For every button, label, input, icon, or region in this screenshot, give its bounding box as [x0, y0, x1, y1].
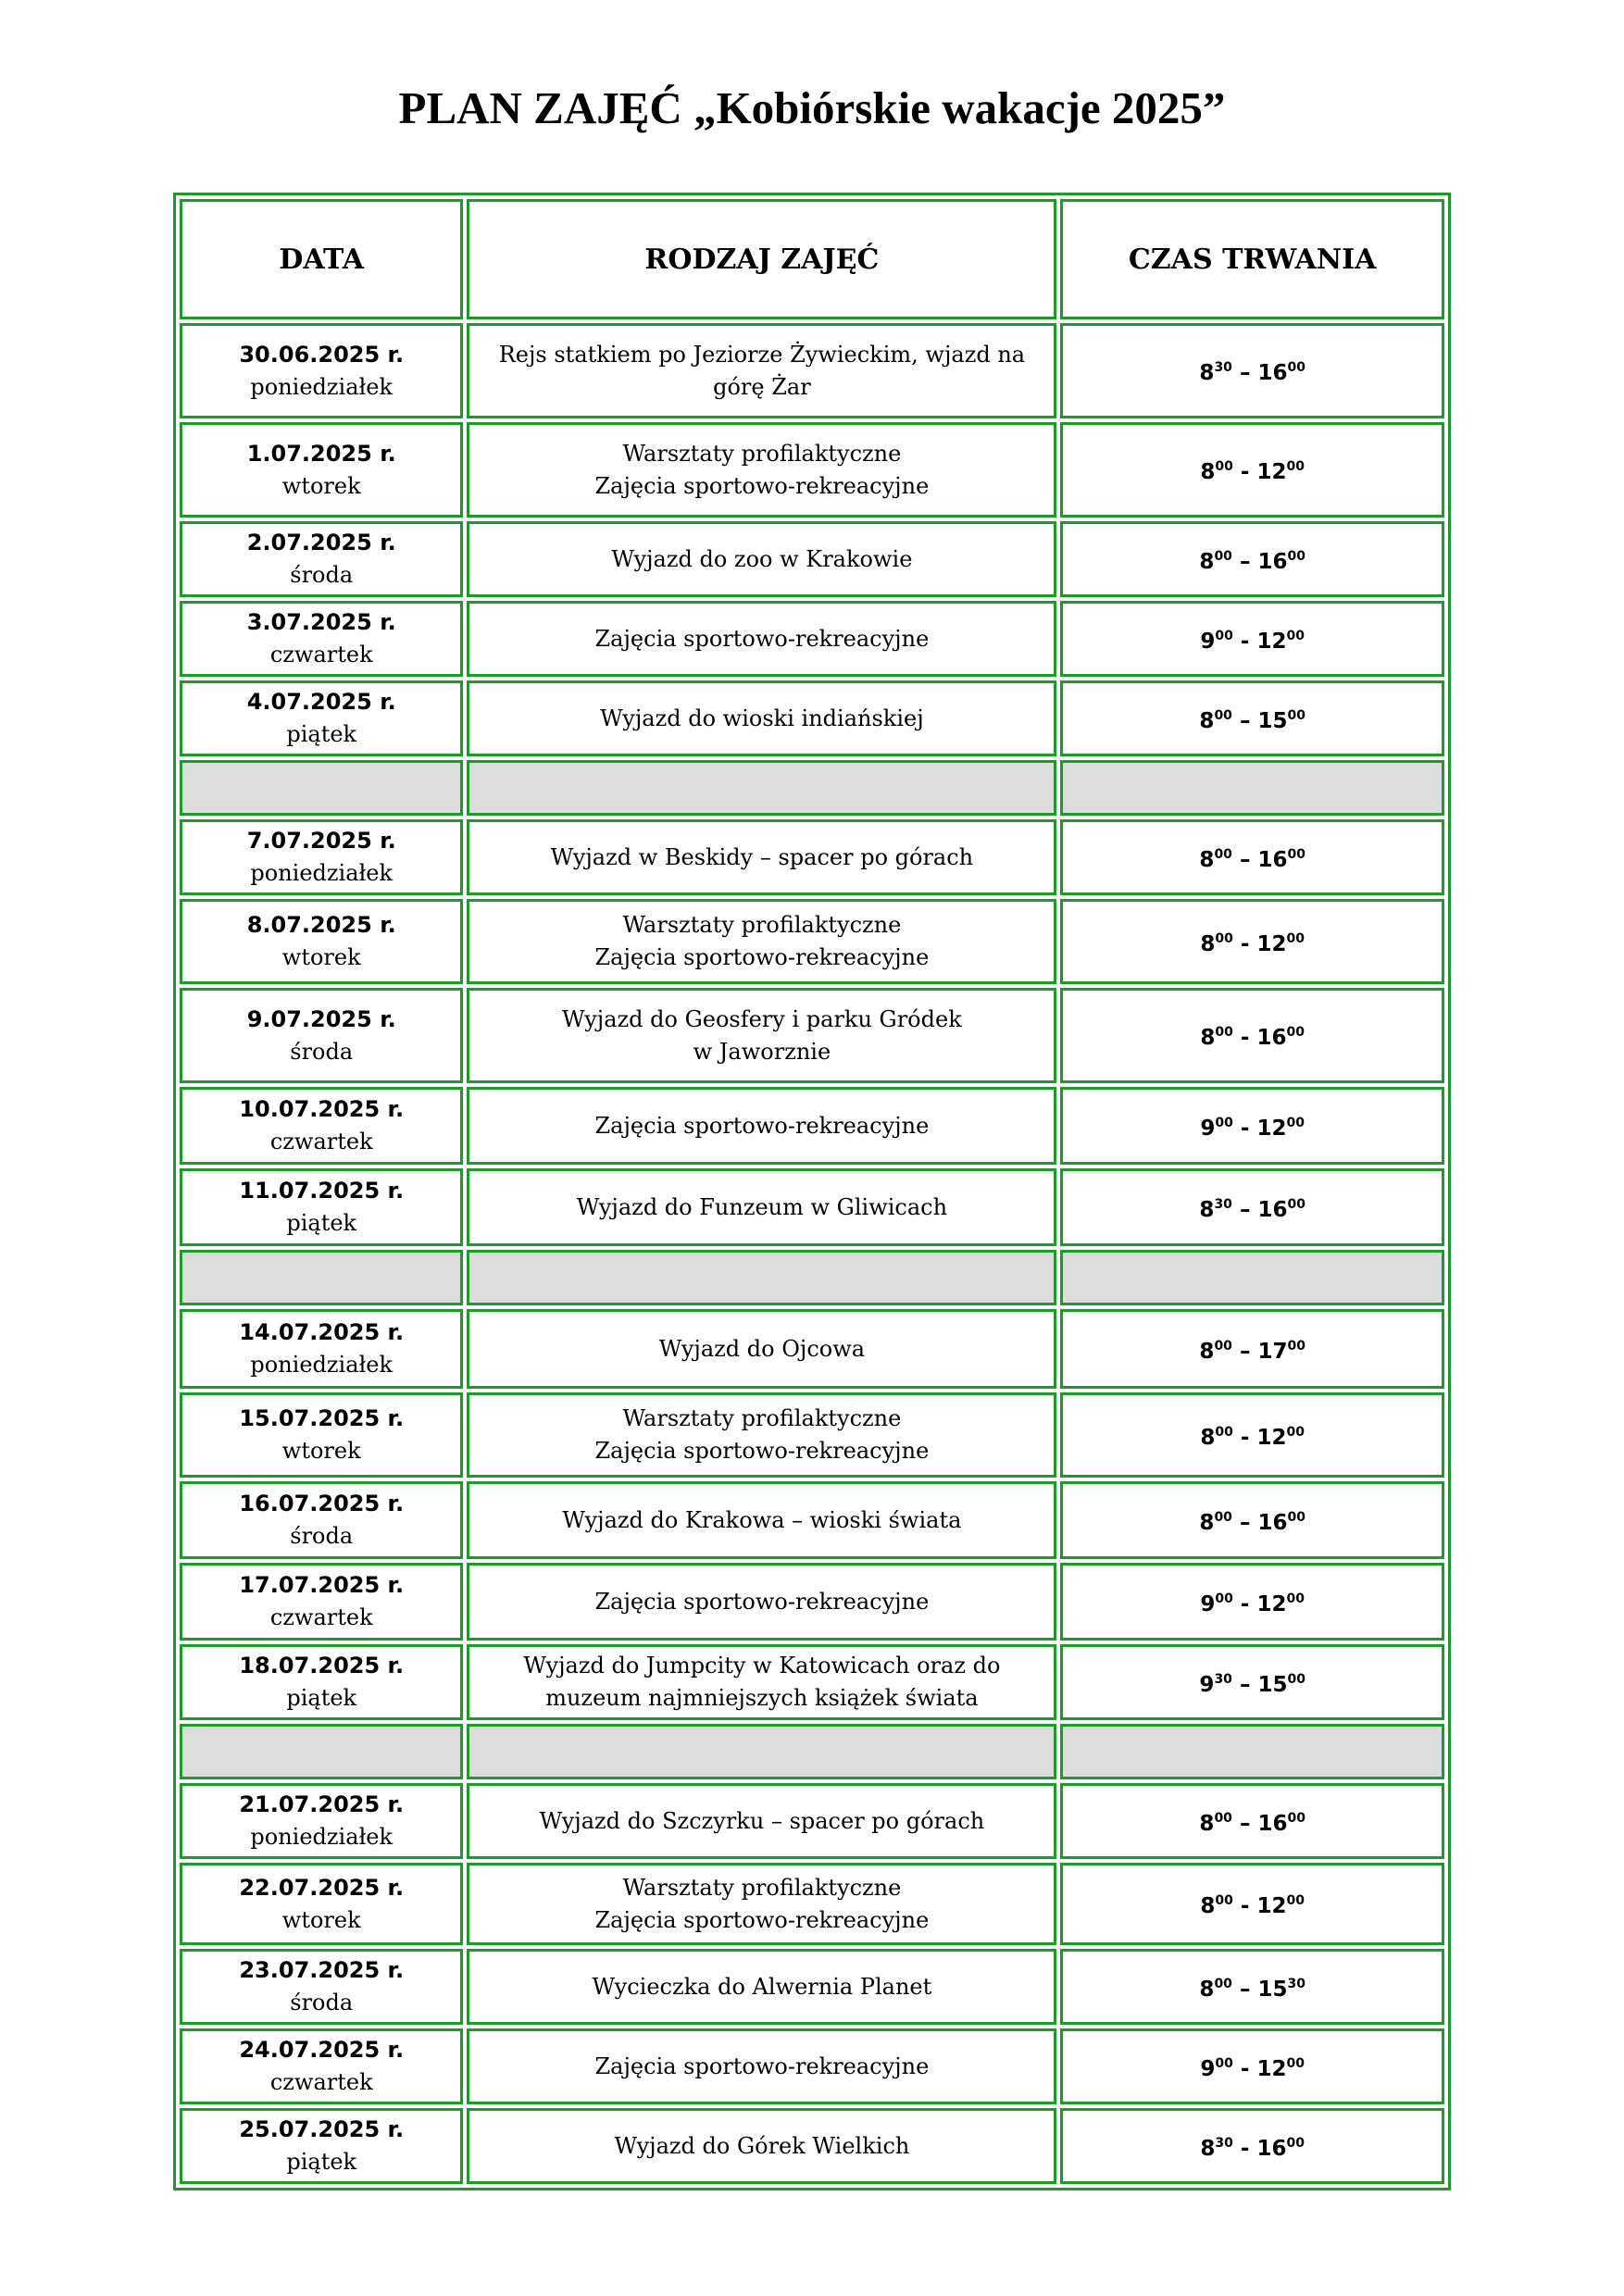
separator-row [180, 760, 1444, 816]
activity-cell [467, 422, 1056, 518]
duration-cell [1060, 1309, 1444, 1389]
time-range [1199, 1673, 1305, 1697]
time-range [1199, 1511, 1305, 1535]
table-row [180, 1563, 1444, 1641]
table-row [180, 1392, 1444, 1478]
activity-cell [467, 601, 1056, 677]
date-text: 4.07.2025 r. [246, 689, 396, 715]
header-row [180, 199, 1444, 319]
time-range [1200, 1117, 1305, 1141]
activity-line: Wyjazd do Jumpcity w Katowicach oraz do [523, 1653, 1001, 1678]
weekday-text: poniedziałek [250, 1824, 394, 1850]
end-hour: 12 [1256, 931, 1287, 956]
activity-cell [467, 680, 1056, 756]
date-cell [180, 1783, 463, 1859]
start-minute: 00 [1215, 1424, 1233, 1440]
weekday-text: piątek [286, 2149, 357, 2175]
end-hour: 15 [1257, 708, 1288, 733]
activity-line: Wyjazd do Szczyrku – spacer po górach [539, 1807, 985, 1834]
header-activity: RODZAJ ZAJĘĆ [467, 199, 1056, 319]
table-row [180, 1644, 1444, 1720]
activity-line: Wyjazd do Górek Wielkich [614, 2132, 910, 2159]
activity-cell [467, 1392, 1056, 1478]
start-minute: 00 [1215, 628, 1233, 643]
weekday-text: środa [290, 1523, 354, 1549]
start-minute: 00 [1215, 1115, 1233, 1130]
time-range [1200, 630, 1305, 654]
end-hour: 16 [1257, 549, 1288, 574]
start-minute: 00 [1215, 1893, 1233, 1908]
date-text: 30.06.2025 r. [239, 341, 405, 368]
end-hour: 16 [1256, 2136, 1287, 2161]
start-hour: 8 [1200, 460, 1216, 484]
time-range [1199, 848, 1305, 872]
activity-line: Zajęcia sportowo-rekreacyjne [594, 1906, 930, 1933]
date-cell [180, 1863, 463, 1945]
date-text: 16.07.2025 r. [239, 1491, 405, 1516]
date-cell [180, 1644, 463, 1720]
activity-line: Warsztaty profilaktyczne [622, 1874, 902, 1901]
table-row [180, 1481, 1444, 1559]
duration-cell [1060, 680, 1444, 756]
start-hour: 8 [1199, 549, 1215, 574]
start-hour: 9 [1200, 629, 1216, 654]
activity-line: górę Żar [713, 373, 811, 400]
end-minute: 00 [1287, 360, 1305, 375]
end-hour: 16 [1257, 1197, 1288, 1222]
activity-cell [467, 1087, 1056, 1165]
separator-cell [1060, 1724, 1444, 1779]
start-hour: 8 [1200, 931, 1216, 956]
date-text: 22.07.2025 r. [239, 1874, 405, 1901]
weekday-text: poniedziałek [250, 1352, 394, 1378]
end-minute: 00 [1286, 2135, 1305, 2151]
start-hour: 8 [1199, 847, 1215, 872]
activity-line: Wyjazd do Ojcowa [658, 1335, 866, 1362]
activity-line: Zajęcia sportowo-rekreacyjne [594, 1588, 930, 1615]
table-row [180, 521, 1444, 597]
page-title: PLAN ZAJĘĆ „Kobiórskie wakacje 2025” [398, 82, 1226, 133]
start-minute: 00 [1215, 1025, 1233, 1040]
end-hour: 15 [1257, 1977, 1288, 2002]
time-separator: – [1239, 549, 1251, 574]
start-hour: 8 [1199, 1510, 1215, 1535]
time-separator: – [1239, 1672, 1251, 1697]
time-separator: – [1239, 361, 1251, 385]
duration-cell [1060, 1949, 1444, 2025]
weekday-text: czwartek [269, 642, 373, 668]
start-hour: 8 [1199, 1811, 1215, 1836]
activity-cell [467, 988, 1056, 1083]
date-cell [180, 1087, 463, 1165]
end-hour: 15 [1257, 1672, 1288, 1697]
time-range [1200, 460, 1305, 484]
separator-cell [467, 760, 1056, 816]
date-text: 15.07.2025 r. [239, 1405, 405, 1431]
table-row [180, 988, 1444, 1083]
date-cell [180, 521, 463, 597]
time-separator: – [1239, 1510, 1251, 1535]
separator-cell [467, 1250, 1056, 1305]
table-row [180, 819, 1444, 895]
start-hour: 8 [1200, 2136, 1216, 2161]
end-minute: 00 [1287, 1338, 1305, 1354]
activity-line: Zajęcia sportowo-rekreacyjne [594, 625, 930, 652]
start-minute: 30 [1214, 1671, 1232, 1687]
time-separator: - [1240, 629, 1250, 654]
date-text: 23.07.2025 r. [239, 1957, 405, 1983]
date-cell [180, 2108, 463, 2184]
activity-line: Wyjazd do Krakowa – wioski świata [562, 1506, 962, 1533]
end-hour: 17 [1257, 1339, 1288, 1364]
end-hour: 12 [1256, 2056, 1287, 2081]
start-hour: 9 [1200, 1591, 1216, 1616]
weekday-text: wtorek [281, 1906, 361, 1933]
separator-cell [180, 760, 463, 816]
date-cell [180, 1392, 463, 1478]
start-hour: 8 [1199, 708, 1215, 733]
end-minute: 00 [1287, 548, 1305, 564]
date-text: 18.07.2025 r. [239, 1653, 405, 1678]
weekday-text: wtorek [281, 472, 361, 499]
activity-line: Zajęcia sportowo-rekreacyjne [594, 1438, 930, 1464]
time-separator: – [1239, 1811, 1251, 1836]
activity-cell [467, 899, 1056, 984]
date-cell [180, 1481, 463, 1559]
time-range [1200, 932, 1305, 956]
table-row [180, 1087, 1444, 1165]
date-cell [180, 323, 463, 418]
activity-line: Warsztaty profilaktyczne [622, 440, 902, 467]
end-minute: 00 [1286, 1893, 1305, 1908]
date-cell [180, 1563, 463, 1641]
table-row [180, 1949, 1444, 2025]
table-row [180, 1309, 1444, 1389]
time-separator: - [1240, 1116, 1250, 1141]
start-hour: 8 [1199, 1339, 1215, 1364]
time-separator: – [1239, 847, 1251, 872]
time-separator: - [1240, 1026, 1250, 1050]
time-range [1199, 550, 1305, 574]
duration-cell [1060, 601, 1444, 677]
time-separator: - [1240, 2056, 1250, 2081]
activity-cell [467, 323, 1056, 418]
start-hour: 9 [1200, 2056, 1216, 2081]
activity-line: Wycieczka do Alwernia Planet [592, 1973, 932, 2000]
activity-line: Zajęcia sportowo-rekreacyjne [594, 944, 930, 970]
weekday-text: wtorek [281, 1438, 361, 1464]
end-minute: 00 [1287, 846, 1305, 862]
start-minute: 00 [1215, 1591, 1233, 1606]
table-row [180, 422, 1444, 518]
time-range [1200, 2137, 1305, 2161]
end-hour: 12 [1256, 1116, 1287, 1141]
activity-line: Zajęcia sportowo-rekreacyjne [594, 1112, 930, 1139]
start-minute: 00 [1214, 548, 1232, 564]
time-separator: – [1239, 1339, 1251, 1364]
duration-cell [1060, 1863, 1444, 1945]
start-minute: 30 [1214, 360, 1232, 375]
start-minute: 30 [1214, 1196, 1232, 1212]
activity-cell [467, 1949, 1056, 2025]
weekday-text: wtorek [281, 944, 361, 970]
duration-cell [1060, 1563, 1444, 1641]
end-hour: 12 [1256, 629, 1287, 654]
start-minute: 00 [1214, 1338, 1232, 1354]
time-separator: - [1240, 460, 1250, 484]
time-range [1200, 1426, 1305, 1450]
start-minute: 30 [1215, 2135, 1233, 2151]
end-hour: 16 [1257, 1510, 1288, 1535]
weekday-text: środa [290, 562, 354, 588]
time-range [1199, 1340, 1305, 1364]
activity-line: Wyjazd do wioski indiańskiej [600, 705, 924, 731]
weekday-text: środa [290, 1038, 354, 1065]
duration-cell [1060, 1644, 1444, 1720]
time-range [1200, 1592, 1305, 1616]
duration-cell [1060, 2028, 1444, 2104]
end-hour: 16 [1257, 361, 1288, 385]
table-row [180, 2108, 1444, 2184]
end-minute: 00 [1286, 2055, 1305, 2071]
duration-cell [1060, 988, 1444, 1083]
date-text: 3.07.2025 r. [246, 609, 396, 635]
weekday-text: poniedziałek [250, 860, 394, 886]
table-row [180, 1863, 1444, 1945]
duration-cell [1060, 819, 1444, 895]
date-cell [180, 988, 463, 1083]
end-hour: 12 [1256, 1894, 1287, 1918]
time-separator: - [1240, 2136, 1250, 2161]
time-separator: – [1239, 1197, 1251, 1222]
date-cell [180, 2028, 463, 2104]
end-minute: 30 [1287, 1976, 1305, 1991]
date-cell [180, 680, 463, 756]
start-minute: 00 [1214, 1976, 1232, 1991]
weekday-text: piątek [286, 1685, 357, 1711]
duration-cell [1060, 2108, 1444, 2184]
end-hour: 16 [1256, 1026, 1287, 1050]
start-minute: 00 [1214, 1509, 1232, 1525]
activity-cell [467, 1783, 1056, 1859]
activity-cell [467, 1309, 1056, 1389]
start-hour: 8 [1199, 361, 1215, 385]
end-minute: 00 [1287, 1196, 1305, 1212]
duration-cell [1060, 1783, 1444, 1859]
duration-cell [1060, 323, 1444, 418]
weekday-text: piątek [286, 1210, 357, 1236]
activity-cell [467, 1563, 1056, 1641]
end-minute: 00 [1286, 1025, 1305, 1040]
end-hour: 16 [1257, 1811, 1288, 1836]
table-row [180, 899, 1444, 984]
table-row [180, 1783, 1444, 1859]
time-range [1199, 1978, 1305, 2002]
end-minute: 00 [1287, 707, 1305, 723]
weekday-text: czwartek [269, 2069, 373, 2095]
schedule-body [180, 323, 1444, 2184]
end-minute: 00 [1287, 1671, 1305, 1687]
end-hour: 16 [1257, 847, 1288, 872]
activity-line: Wyjazd w Beskidy – spacer po górach [550, 843, 974, 870]
time-separator: - [1240, 1591, 1250, 1616]
date-cell [180, 1309, 463, 1389]
activity-line: Wyjazd do zoo w Krakowie [611, 545, 913, 572]
start-minute: 00 [1215, 930, 1233, 946]
time-range [1199, 361, 1305, 385]
weekday-text: czwartek [269, 1604, 373, 1630]
separator-cell [1060, 1250, 1444, 1305]
table-row [180, 601, 1444, 677]
date-text: 2.07.2025 r. [246, 530, 396, 555]
date-text: 21.07.2025 r. [239, 1791, 405, 1817]
time-separator: – [1239, 708, 1251, 733]
date-text: 14.07.2025 r. [239, 1319, 405, 1345]
date-cell [180, 1168, 463, 1246]
end-minute: 00 [1286, 459, 1305, 474]
duration-cell [1060, 1087, 1444, 1165]
separator-cell [180, 1250, 463, 1305]
weekday-text: poniedziałek [250, 373, 394, 400]
end-minute: 00 [1286, 1424, 1305, 1440]
activity-line: w Jaworznie [693, 1038, 831, 1065]
end-hour: 12 [1256, 1591, 1287, 1616]
time-range [1199, 1198, 1305, 1222]
date-text: 8.07.2025 r. [246, 912, 396, 938]
date-text: 9.07.2025 r. [246, 1005, 396, 1032]
activity-line: Zajęcia sportowo-rekreacyjne [594, 2053, 930, 2079]
activity-line: Wyjazd do Funzeum w Gliwicach [576, 1193, 948, 1220]
start-hour: 8 [1199, 1197, 1215, 1222]
time-separator: - [1240, 931, 1250, 956]
activity-cell [467, 819, 1056, 895]
end-minute: 00 [1287, 1509, 1305, 1525]
date-cell [180, 601, 463, 677]
table-row [180, 323, 1444, 418]
activity-cell [467, 1863, 1056, 1945]
start-hour: 8 [1200, 1894, 1216, 1918]
start-minute: 00 [1215, 2055, 1233, 2071]
activity-line: Warsztaty profilaktyczne [622, 1405, 902, 1431]
date-text: 11.07.2025 r. [239, 1178, 405, 1204]
date-cell [180, 819, 463, 895]
start-hour: 9 [1200, 1116, 1216, 1141]
start-hour: 8 [1200, 1026, 1216, 1050]
activity-cell [467, 1644, 1056, 1720]
activity-line: muzeum najmniejszych książek świata [545, 1685, 979, 1711]
table-row [180, 2028, 1444, 2104]
activity-cell [467, 2028, 1056, 2104]
activity-line: Zajęcia sportowo-rekreacyjne [594, 472, 930, 499]
activity-line: Wyjazd do Geosfery i parku Gródek [562, 1005, 962, 1032]
time-range [1200, 2057, 1305, 2081]
duration-cell [1060, 1392, 1444, 1478]
activity-cell [467, 2108, 1056, 2184]
separator-row [180, 1724, 1444, 1779]
separator-cell [180, 1724, 463, 1779]
date-text: 24.07.2025 r. [239, 2037, 405, 2063]
time-range [1199, 709, 1305, 733]
activity-line: Warsztaty profilaktyczne [622, 912, 902, 938]
end-hour: 12 [1256, 1425, 1287, 1450]
duration-cell [1060, 899, 1444, 984]
duration-cell [1060, 422, 1444, 518]
start-hour: 8 [1200, 1425, 1216, 1450]
end-minute: 00 [1286, 930, 1305, 946]
duration-cell [1060, 521, 1444, 597]
time-separator: – [1239, 1977, 1251, 2002]
schedule-table [173, 193, 1451, 2190]
activity-line: Rejs statkiem po Jeziorze Żywieckim, wjazd na [498, 341, 1026, 368]
separator-row [180, 1250, 1444, 1305]
start-hour: 8 [1199, 1977, 1215, 2002]
start-minute: 00 [1214, 846, 1232, 862]
activity-cell [467, 1168, 1056, 1246]
activity-cell [467, 521, 1056, 597]
end-hour: 12 [1256, 460, 1287, 484]
header-date: DATA [180, 199, 463, 319]
time-separator: - [1240, 1894, 1250, 1918]
duration-cell [1060, 1168, 1444, 1246]
date-cell [180, 1949, 463, 2025]
duration-cell [1060, 1481, 1444, 1559]
time-separator: - [1240, 1425, 1250, 1450]
start-minute: 00 [1214, 707, 1232, 723]
date-text: 1.07.2025 r. [246, 440, 396, 467]
table-row [180, 680, 1444, 756]
end-minute: 00 [1286, 628, 1305, 643]
date-cell [180, 899, 463, 984]
time-range [1200, 1026, 1305, 1050]
weekday-text: piątek [286, 721, 357, 747]
separator-cell [1060, 760, 1444, 816]
start-minute: 00 [1214, 1810, 1232, 1826]
date-text: 10.07.2025 r. [239, 1096, 405, 1122]
date-cell [180, 422, 463, 518]
header-duration: CZAS TRWANIA [1060, 199, 1444, 319]
separator-cell [467, 1724, 1056, 1779]
start-hour: 9 [1199, 1672, 1215, 1697]
table-row [180, 1168, 1444, 1246]
end-minute: 00 [1287, 1810, 1305, 1826]
weekday-text: czwartek [269, 1129, 373, 1154]
end-minute: 00 [1286, 1115, 1305, 1130]
start-minute: 00 [1215, 459, 1233, 474]
time-range [1200, 1894, 1305, 1918]
activity-cell [467, 1481, 1056, 1559]
weekday-text: środa [290, 1990, 354, 2015]
date-text: 25.07.2025 r. [239, 2116, 405, 2142]
date-text: 7.07.2025 r. [246, 828, 396, 854]
end-minute: 00 [1286, 1591, 1305, 1606]
time-range [1199, 1812, 1305, 1836]
date-text: 17.07.2025 r. [239, 1572, 405, 1598]
